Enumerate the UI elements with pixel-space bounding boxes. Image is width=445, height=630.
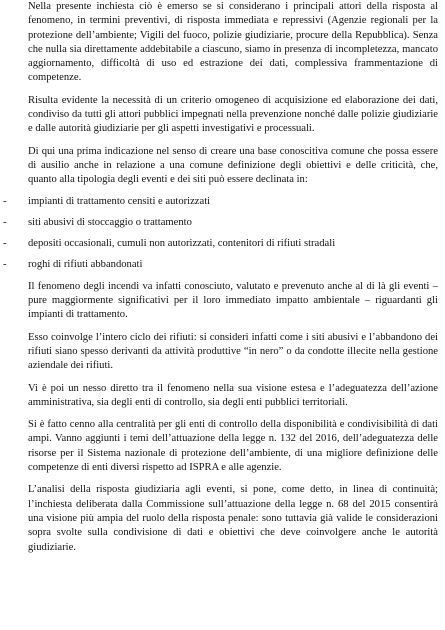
paragraph-judicial-response: L’analisi della risposta giudiziaria agli eventi, si pone, come detto, in linea di continuità; l’inchiesta deliberata dalla Commissione sull’attuazione della legge n. 68 del 2015 consentirà una visione più ampia del ruolo della risposta penale: sono tuttavia già valide le considerazioni sopra svolte sulla condivisione di dati e obiettivi che deve coinvolgere anche le autorità giudiziarie. — [28, 484, 438, 553]
bullet-dash: - — [3, 216, 7, 228]
paragraph-knowledge-base: Di qui una prima indicazione nel senso di creare una base conoscitiva comune che possa essere di ausilio anche in relazione a una comune definizione degli obiettivi e delle criticità, che, quanto alla tipologia degli eventi e dei siti può essere declinata in: — [28, 145, 438, 186]
paragraph-administrative-action: Vi è poi un nesso diretto tra il fenomeno nella sua visione estesa e l’adeguatezza dell’azione amministrativa, sia degli enti di controllo, sia degli enti pubblici territoriali. — [28, 382, 438, 408]
bullet-dash: - — [3, 195, 7, 207]
list-item — [0, 237, 445, 251]
paragraph-control-bodies: Si è fatto cenno alla centralità per gli enti di controllo della disponibilità e condivisibilità di dati ampi. Vanno aggiunti i temi dell’attuazione della legge n. 132 del 2016, dell’adeguatezza delle risorse per il Sistema nazionale di protezione dell’ambiente, di una migliore definizione delle competenze di enti diversi rispetto ad ISPRA e alle agenzie. — [28, 419, 438, 474]
bullet-dash: - — [3, 259, 7, 271]
paragraph-actors: Nella presente inchiesta ciò è emerso se si considerano i principali attori della risposta al fenomeno, in termini preventivi, di risposta immediata e repressivi (Agenzie regionali per la protezione dell’ambiente; Vigili del fuoco, polizie giudiziarie, procure della Repubblica). Senza che nulla sia direttamente addebitabile a ciascuno, siamo in presenza di incompletezza, mancato aggiornamento, difficoltà di uso ed estrazione dei dati, complessiva frammentazione di competenze. — [28, 1, 438, 84]
list-item — [0, 258, 445, 272]
list-item — [0, 195, 445, 209]
list-item-text: siti abusivi di stoccaggio o trattamento — [28, 216, 192, 228]
list-item-text: roghi di rifiuti abbandonati — [28, 259, 143, 271]
list-item — [0, 216, 445, 230]
bullet-dash: - — [3, 238, 7, 250]
list-item-text: impianti di trattamento censiti e autorizzati — [28, 195, 211, 207]
list-item-text: depositi occasionali, cumuli non autorizzati, contenitori di rifiuti stradali — [28, 238, 336, 250]
paragraph-waste-cycle: Esso coinvolge l’intero ciclo dei rifiuti: si consideri infatti come i siti abusivi e l’abbandono dei rifiuti siano spesso derivanti da attività produttive “in nero” o da condotte illecite nella gestione aziendale dei rifiuti. — [28, 331, 438, 372]
site-typology-list — [0, 195, 445, 273]
paragraph-data-criteria: Risulta evidente la necessità di un criterio omogeneo di acquisizione ed elaborazione dei dati, condiviso da tutti gli attori pubblici impegnati nella prevenzione nonché dalle polizie giudiziarie e dalle autorità giudiziarie per gli aspetti investigativi e processuali. — [28, 94, 438, 135]
paragraph-fire-phenomenon: Il fenomeno degli incendi va infatti conosciuto, valutato e prevenuto anche al di là gli eventi – pure maggiormente significativi per il loro immediato impatto ambientale – riguardanti gli impianti di trattamento. — [28, 280, 438, 321]
